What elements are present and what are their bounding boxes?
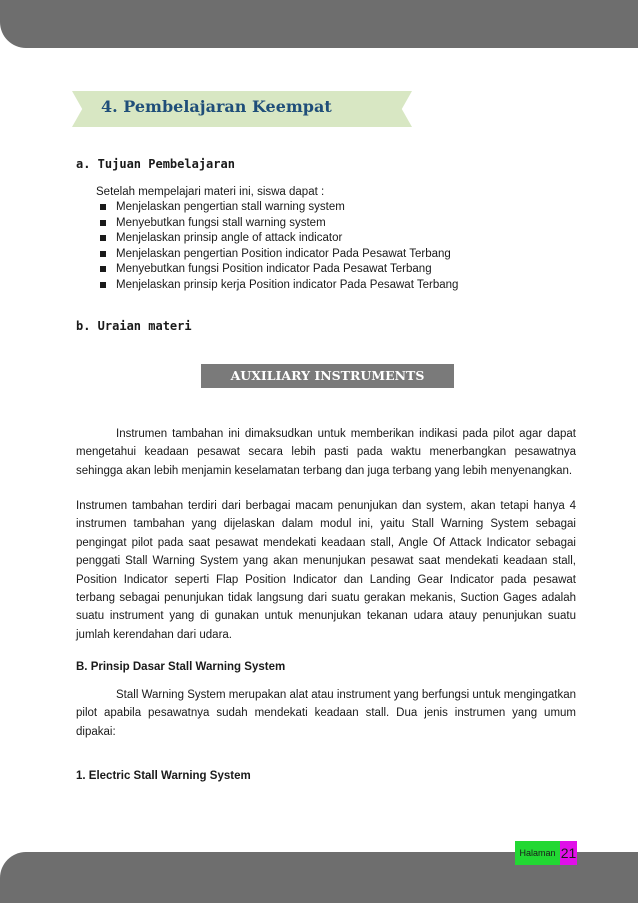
paragraph-intro: Instrumen tambahan ini dimaksudkan untuk memberikan indikasi pada pilot agar dapat mengetahui keadaan pesawat secara lebih pasti pada waktu menerbangkan pesawatnya sehingga akan lebih menjamin keselamatan terbang dan juga terbang yang lebih menyenangkan. (76, 428, 576, 477)
header-band (0, 0, 638, 48)
chapter-title: 4. Pembelajaran Keempat (101, 97, 332, 116)
square-bullet-icon (100, 266, 106, 272)
page-number: 21 (560, 841, 577, 865)
objectives-intro: Setelah mempelajari materi ini, siswa dapat : (96, 186, 325, 198)
banner-label: AUXILIARY INSTRUMENTS (230, 368, 425, 383)
paragraph-instruments: Instrumen tambahan terdiri dari berbagai macam penunjukan dan system, akan tetapi hanya 4 instrumen tambahan yang dijelaskan dalam modul ini, yaitu Stall Warning System sebagai pengingat pilot pada saat pesawat mendekati keadaan stall, Angle Of Attack Indicator sebagai penggati Stall Warning System yang akan menunjukan pesawat saat mendekati keadaan stall, Position Indicator seperti Flap Position Indicator dan Landing Gear Indicator pada pesawat terbang sebagai penunjukan tidak langsung dari suatu gerakan mekanis, Suction Gages adalah suatu instrument yang di gunakan untuk menunjukan tekanan udara atauy penunjukan suatu jumlah kerendahan dari udara. (76, 500, 576, 641)
auxiliary-instruments-banner (201, 364, 454, 388)
objective-item: Menjelaskan prinsip kerja Position indicator Pada Pesawat Terbang (98, 278, 458, 294)
section-b-heading: b. Uraian materi (76, 319, 192, 333)
square-bullet-icon (100, 282, 106, 288)
paragraph-principle: Stall Warning System merupakan alat atau instrument yang berfungsi untuk mengingatkan pilot apabila pesawatnya sudah mendekati keadaan stall. Dua jenis instrumen yang umum dipakai: (76, 689, 576, 738)
square-bullet-icon (100, 251, 106, 257)
page-label: Halaman (515, 841, 560, 865)
objective-item: Menyebutkan fungsi stall warning system (98, 216, 458, 232)
objective-item: Menjelaskan pengertian Position indicator Pada Pesawat Terbang (98, 247, 458, 263)
square-bullet-icon (100, 235, 106, 241)
objective-item: Menyebutkan fungsi Position indicator Pada Pesawat Terbang (98, 262, 458, 278)
objectives-list (98, 200, 458, 294)
objective-item: Menjelaskan pengertian stall warning system (98, 200, 458, 216)
objective-item: Menjelaskan prinsip angle of attack indicator (98, 231, 458, 247)
square-bullet-icon (100, 204, 106, 210)
section-a-heading: a. Tujuan Pembelajaran (76, 157, 235, 171)
principle-heading: B. Prinsip Dasar Stall Warning System (76, 661, 286, 673)
subsection-heading: 1. Electric Stall Warning System (76, 770, 251, 782)
square-bullet-icon (100, 220, 106, 226)
